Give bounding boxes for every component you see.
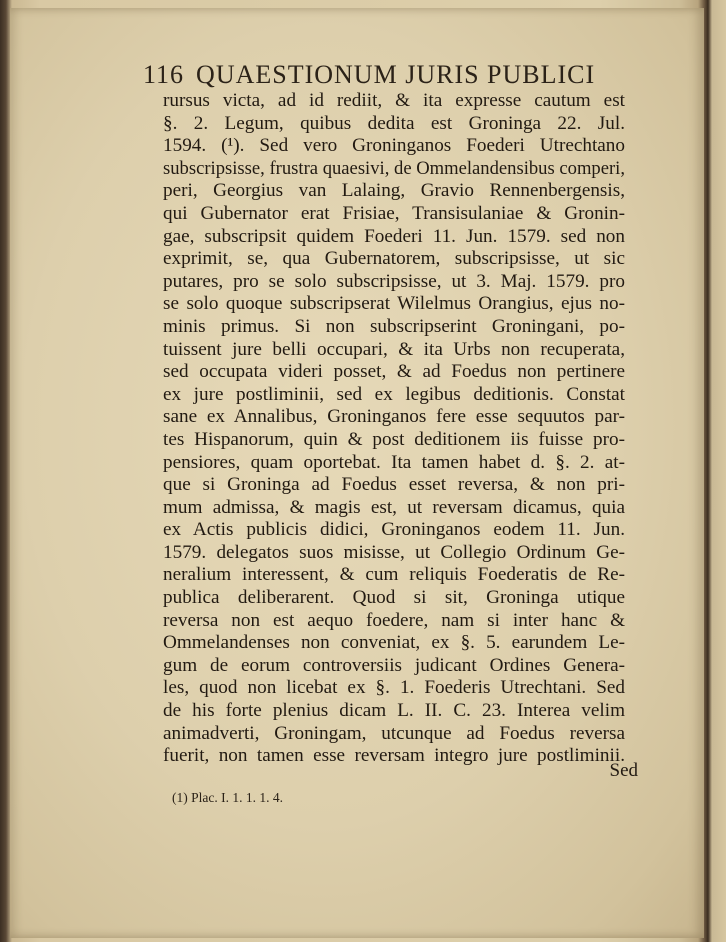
text-line: sane ex Annalibus, Groninganos fere esse sequutos par- (163, 406, 625, 428)
text-line: tuissent jure belli occupari, & ita Urbs non recuperata, (163, 338, 625, 360)
text-line: neralium interessent, & cum reliquis Foederatis de Re- (163, 564, 625, 586)
text-line: minis primus. Si non subscripserint Groningani, po- (163, 315, 625, 337)
text-line: peri, Georgius van Lalaing, Gravio Rennenbergensis, (163, 180, 625, 202)
text-line: de his forte plenius dicam L. II. C. 23. Interea velim (163, 700, 625, 722)
text-line: animadverti, Groningam, utcunque ad Foedus reversa (163, 722, 625, 744)
text-line: qui Gubernator erat Frisiae, Transisulaniae & Gronin- (163, 202, 625, 224)
text-line: pensiores, quam oportebat. Ita tamen habet d. §. 2. at- (163, 451, 625, 473)
text-line: tes Hispanorum, quin & post deditionem iis fuisse pro- (163, 428, 625, 450)
text-line: ex jure postliminii, sed ex legibus deditionis. Constat (163, 383, 625, 405)
running-title: QUAESTIONUM JURIS PUBLICI (196, 60, 596, 89)
text-line: exprimit, se, qua Gubernatorem, subscripsisse, ut sic (163, 248, 625, 270)
text-line: putares, pro se solo subscripsisse, ut 3. Maj. 1579. pro (163, 270, 625, 292)
text-line: se solo quoque subscripserat Wilelmus Orangius, ejus no- (163, 293, 625, 315)
text-line: rursus victa, ad id rediit, & ita expresse cautum est (163, 90, 625, 111)
text-line: subscripsisse, frustra quaesivi, de Ommelandensibus comperi, (163, 157, 625, 179)
text-line: reversa non est aequo foedere, nam si inter hanc & (163, 609, 625, 631)
text-line: sed occupata videri posset, & ad Foedus non pertinere (163, 361, 625, 383)
body-text (163, 90, 625, 768)
text-line: §. 2. Legum, quibus dedita est Groninga 22. Jul. (163, 112, 625, 134)
text-line: gae, subscripsit quidem Foederi 11. Jun. 1579. sed non (163, 225, 625, 247)
text-line: publica deliberarent. Quod si sit, Groninga utique (163, 587, 625, 609)
text-line: Ommelandenses non conveniat, ex §. 5. earundem Le- (163, 632, 625, 654)
text-line: 1579. delegatos suos misisse, ut Collegio Ordinum Ge- (163, 541, 625, 563)
running-header (143, 60, 643, 94)
text-line: 1594. (¹). Sed vero Groninganos Foederi Utrechtano (163, 135, 625, 157)
text-line: fuerit, non tamen esse reversam integro jure postliminii. (163, 745, 625, 767)
catchword: Sed (609, 760, 638, 781)
text-line: que si Groninga ad Foedus esset reversa, & non pri- (163, 474, 625, 496)
footnote: (1) Plac. I. 1. 1. 1. 4. (172, 790, 283, 805)
text-line: mum admissa, & magis est, ut reversam dicamus, quia (163, 496, 625, 518)
text-line: les, quod non licebat ex §. 1. Foederis Utrechtani. Sed (163, 677, 625, 699)
text-line: ex Actis publicis didici, Groninganos eodem 11. Jun. (163, 519, 625, 541)
page-number: 116 (143, 60, 185, 89)
text-line: gum de eorum controversiis judicant Ordines Genera- (163, 654, 625, 676)
